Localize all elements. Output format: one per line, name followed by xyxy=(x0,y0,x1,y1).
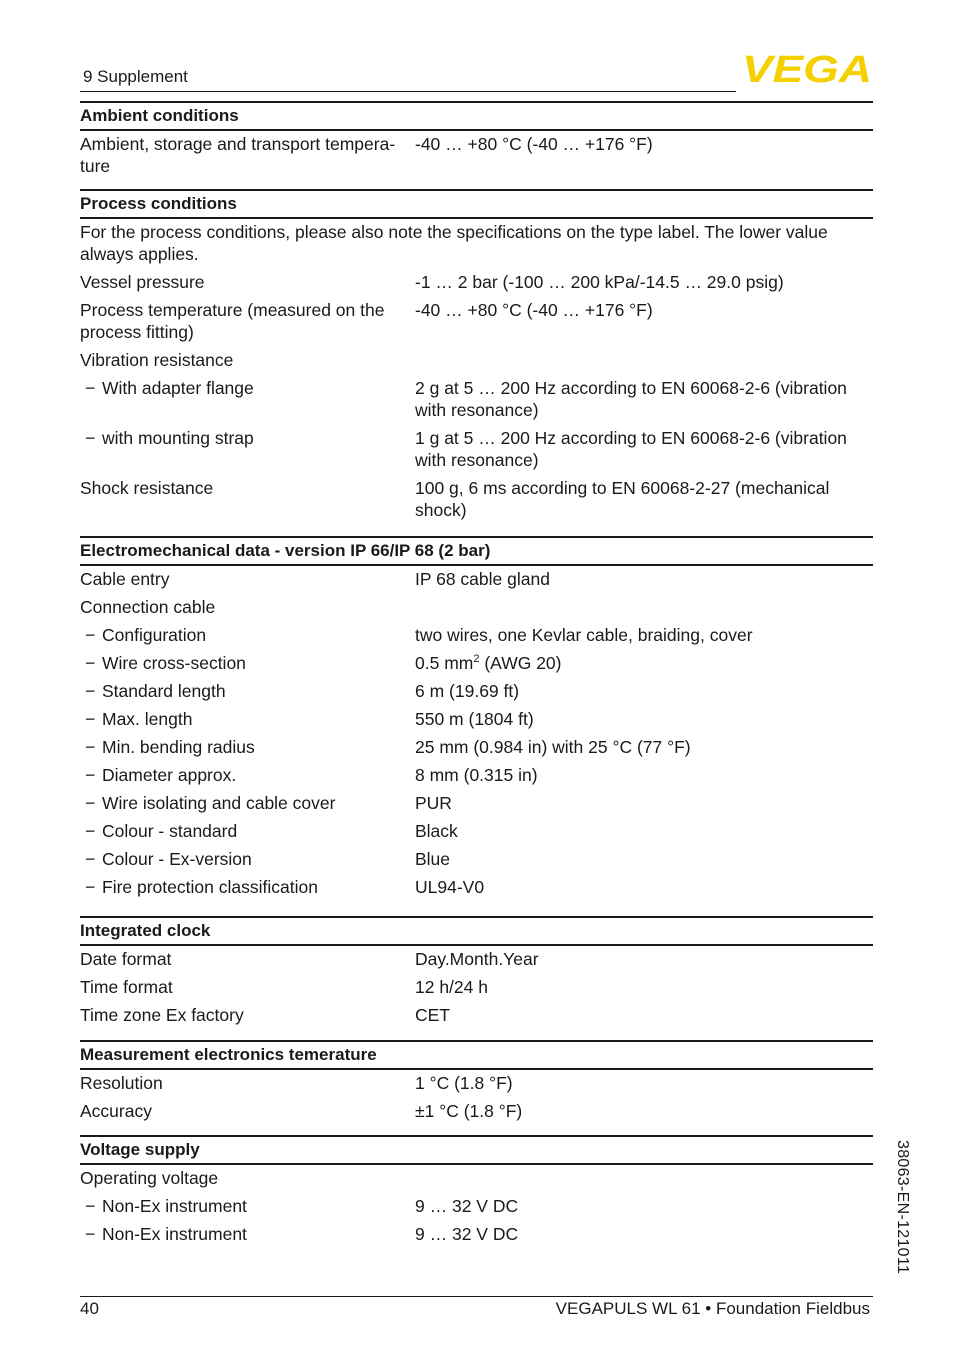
spec-value: 1 °C (1.8 °F) xyxy=(415,1073,513,1093)
process-note: For the process conditions, please also note the specifications on the type label. The lower value always applies. xyxy=(80,222,828,264)
spec-row xyxy=(80,1167,873,1189)
spec-label: Vibration resistance xyxy=(80,350,234,370)
section-electronics-temperature xyxy=(80,1040,873,1122)
spec-row xyxy=(80,477,873,521)
footer-rule xyxy=(80,1296,873,1297)
spec-value: 6 m (19.69 ft) xyxy=(415,681,520,701)
section-title: Ambient conditions xyxy=(80,101,873,131)
spec-row xyxy=(80,1100,873,1122)
spec-value: 9 … 32 V DC xyxy=(415,1224,519,1244)
spec-label: Date format xyxy=(80,949,172,969)
spec-value: Black xyxy=(415,821,458,841)
spec-value: 2 g at 5 … 200 Hz according to EN 60068-2-6 (vibration with resonance) xyxy=(415,378,847,420)
spec-label: − with mounting strap xyxy=(80,427,415,471)
spec-label: − Colour - standard xyxy=(80,820,415,842)
spec-label: − Wire isolating and cable cover xyxy=(80,792,415,814)
spec-row xyxy=(80,1004,873,1026)
spec-label: Cable entry xyxy=(80,569,170,589)
spec-label: Connection cable xyxy=(80,597,216,617)
spec-value: -40 … +80 °C (-40 … +176 °F) xyxy=(415,134,653,154)
spec-label: Ambient, storage and transport tempera-ture xyxy=(80,134,396,176)
section-ambient-conditions xyxy=(80,101,873,177)
spec-value: -1 … 2 bar (-100 … 200 kPa/-14.5 … 29.0 psig) xyxy=(415,272,784,292)
spec-value xyxy=(415,652,873,674)
spec-value: Blue xyxy=(415,849,451,869)
spec-value: -40 … +80 °C (-40 … +176 °F) xyxy=(415,300,653,320)
section-electromechanical-data xyxy=(80,536,873,898)
spec-row xyxy=(80,568,873,590)
spec-row xyxy=(80,652,873,674)
document-code: 38063-EN-121011 xyxy=(894,1140,911,1275)
spec-row xyxy=(80,596,873,618)
superscript: 2 xyxy=(473,653,480,666)
spec-row xyxy=(80,848,873,870)
spec-value: 25 mm (0.984 in) with 25 °C (77 °F) xyxy=(415,737,691,757)
spec-row xyxy=(80,820,873,842)
spec-label: Process temperature (measured on the process fitting) xyxy=(80,300,385,342)
spec-value: 550 m (1804 ft) xyxy=(415,709,534,729)
section-process-conditions xyxy=(80,189,873,521)
spec-value: IP 68 cable gland xyxy=(415,569,550,589)
spec-row xyxy=(80,680,873,702)
spec-label: − Wire cross-section xyxy=(80,652,415,674)
spec-row xyxy=(80,764,873,786)
spec-value: 100 g, 6 ms according to EN 60068-2-27 (mechanical shock) xyxy=(415,478,830,520)
spec-row xyxy=(80,948,873,970)
footer-document-title: VEGAPULS WL 61 • Foundation Fieldbus xyxy=(555,1299,870,1318)
spec-value: Day.Month.Year xyxy=(415,949,539,969)
wire-cs-value: 0.5 mm xyxy=(415,653,474,673)
spec-label: Shock resistance xyxy=(80,478,214,498)
section-title: Electromechanical data - version IP 66/IP 68 (2 bar) xyxy=(80,536,873,566)
spec-label: − Non-Ex instrument xyxy=(80,1195,415,1217)
spec-label: − Configuration xyxy=(80,624,415,646)
header-rule xyxy=(80,91,736,92)
spec-row xyxy=(80,736,873,758)
spec-label: − Diameter approx. xyxy=(80,764,415,786)
spec-label: Accuracy xyxy=(80,1101,152,1121)
spec-value: CET xyxy=(415,1005,450,1025)
spec-row xyxy=(80,133,873,177)
header-section-label: 9 Supplement xyxy=(83,67,188,86)
spec-label: − Max. length xyxy=(80,708,415,730)
spec-row xyxy=(80,1072,873,1094)
spec-label: − Min. bending radius xyxy=(80,736,415,758)
spec-value: 9 … 32 V DC xyxy=(415,1196,519,1216)
spec-value: ±1 °C (1.8 °F) xyxy=(415,1101,523,1121)
section-integrated-clock xyxy=(80,916,873,1026)
wire-cs-awg: (AWG 20) xyxy=(479,653,562,673)
section-title: Measurement electronics temerature xyxy=(80,1040,873,1070)
spec-row xyxy=(80,624,873,646)
spec-row xyxy=(80,349,873,371)
spec-row xyxy=(80,271,873,293)
spec-row xyxy=(80,792,873,814)
section-title: Voltage supply xyxy=(80,1135,873,1165)
spec-value: 12 h/24 h xyxy=(415,977,488,997)
svg-text:VEGA: VEGA xyxy=(742,52,872,84)
spec-label: Resolution xyxy=(80,1073,163,1093)
spec-label: Operating voltage xyxy=(80,1168,219,1188)
spec-label: Vessel pressure xyxy=(80,272,205,292)
page-number: 40 xyxy=(80,1299,99,1318)
spec-row xyxy=(80,427,873,471)
spec-row xyxy=(80,876,873,898)
spec-label: − Colour - Ex-version xyxy=(80,848,415,870)
spec-value: two wires, one Kevlar cable, braiding, cover xyxy=(415,625,753,645)
spec-label: Time zone Ex factory xyxy=(80,1005,244,1025)
spec-row xyxy=(80,708,873,730)
spec-label: − Fire protection classification xyxy=(80,876,415,898)
spec-label: − Non-Ex instrument xyxy=(80,1223,415,1245)
spec-row xyxy=(80,1223,873,1245)
spec-value: UL94-V0 xyxy=(415,877,485,897)
section-voltage-supply xyxy=(80,1135,873,1245)
spec-row xyxy=(80,299,873,343)
spec-label: − Standard length xyxy=(80,680,415,702)
spec-value: PUR xyxy=(415,793,452,813)
vega-logo xyxy=(742,52,872,84)
spec-label: − With adapter flange xyxy=(80,377,415,421)
spec-label: Time format xyxy=(80,977,173,997)
spec-row xyxy=(80,1195,873,1217)
section-title: Process conditions xyxy=(80,189,873,219)
section-title: Integrated clock xyxy=(80,916,873,946)
spec-row xyxy=(80,976,873,998)
spec-value: 1 g at 5 … 200 Hz according to EN 60068-2-6 (vibration with resonance) xyxy=(415,428,847,470)
spec-row xyxy=(80,377,873,421)
spec-value: 8 mm (0.315 in) xyxy=(415,765,538,785)
